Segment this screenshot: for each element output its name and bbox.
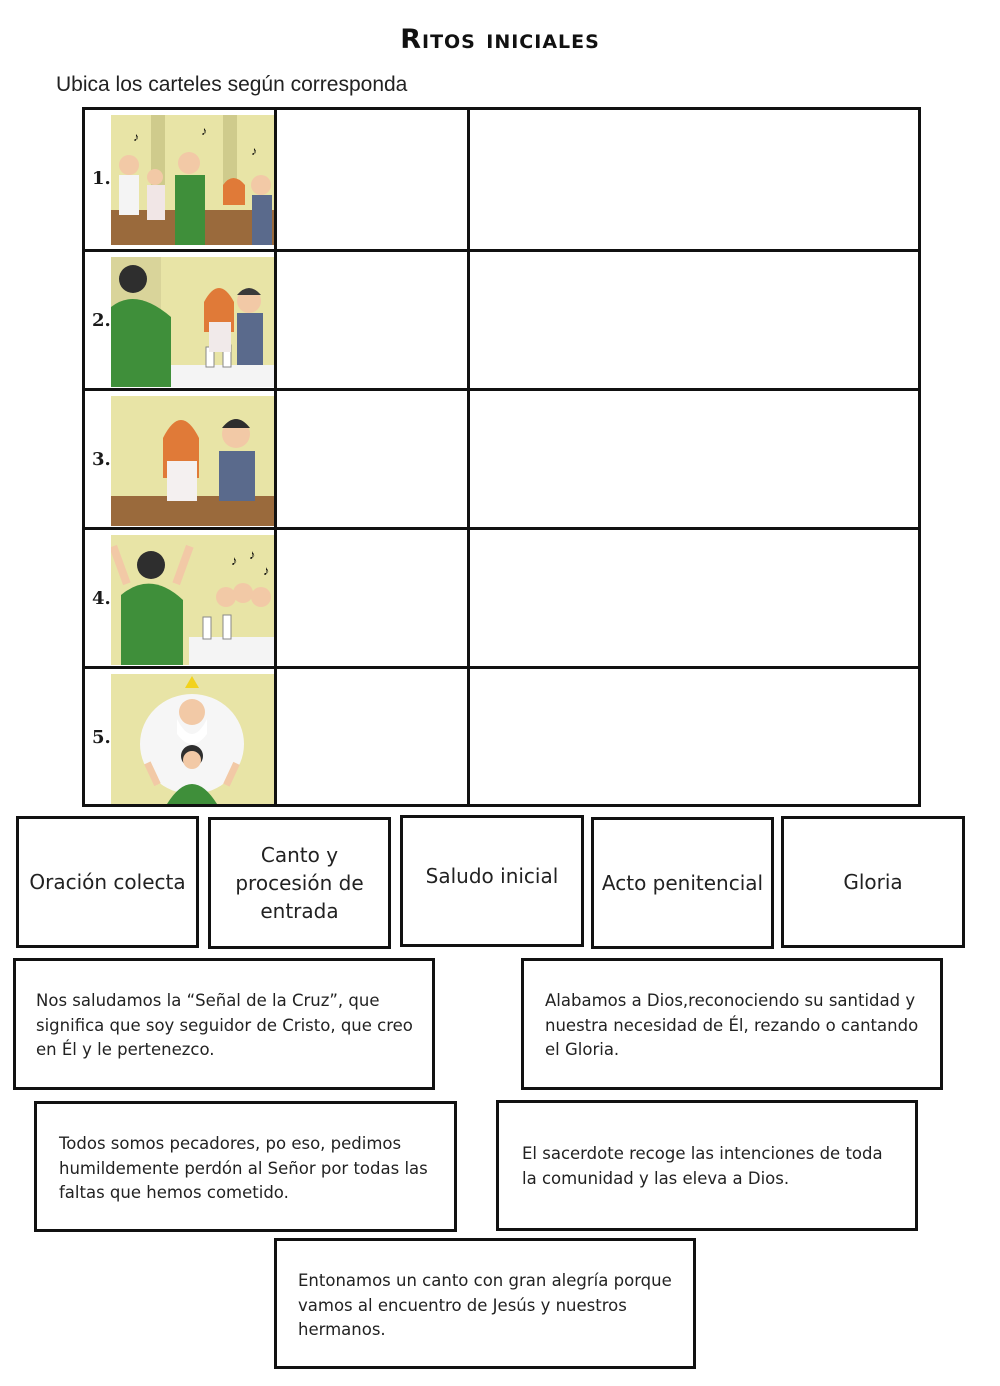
- label-card-gloria[interactable]: Gloria: [781, 816, 965, 948]
- svg-text:♪: ♪: [201, 124, 207, 138]
- label-card-acto-penitencial[interactable]: Acto penitencial: [591, 817, 774, 949]
- matching-table: [82, 107, 921, 807]
- row-number: 4.: [92, 588, 111, 609]
- row-number: 1.: [92, 168, 111, 189]
- table-row: [85, 666, 918, 805]
- table-row: [85, 110, 918, 249]
- label-card-oracion-colecta[interactable]: Oración colecta: [16, 816, 199, 948]
- row-number: 5.: [92, 727, 111, 748]
- svg-text:♪: ♪: [263, 563, 270, 578]
- sign-of-the-cross-illustration-icon: [111, 257, 274, 387]
- description-drop-zone[interactable]: [470, 669, 918, 805]
- table-row: [85, 527, 918, 666]
- table-row: [85, 388, 918, 527]
- entrance-procession-illustration-icon: [111, 115, 274, 245]
- svg-text:♪: ♪: [231, 553, 238, 568]
- description-card-penitencial[interactable]: Todos somos pecadores, po eso, pedimos humildemente perdón al Señor por todas las faltas que hemos cometido.: [34, 1101, 457, 1232]
- svg-text:♪: ♪: [251, 144, 257, 158]
- penitential-act-illustration-icon: [111, 396, 274, 526]
- table-row: [85, 249, 918, 388]
- label-drop-zone[interactable]: [277, 669, 467, 805]
- row-number: 2.: [92, 310, 111, 331]
- label-drop-zone[interactable]: [277, 110, 467, 246]
- label-card-canto-procesion[interactable]: Canto y procesión de entrada: [208, 817, 391, 949]
- page-title: Ritos iniciales: [400, 24, 600, 55]
- row-number: 3.: [92, 449, 111, 470]
- description-drop-zone[interactable]: [470, 110, 918, 246]
- svg-text:♪: ♪: [133, 130, 139, 144]
- label-card-saludo-inicial[interactable]: Saludo inicial: [400, 815, 584, 947]
- description-card-canto[interactable]: Entonamos un canto con gran alegría porque vamos al encuentro de Jesús y nuestros hermanos.: [274, 1238, 696, 1369]
- label-drop-zone[interactable]: [277, 252, 467, 388]
- description-card-colecta[interactable]: El sacerdote recoge las intenciones de toda la comunidad y las eleva a Dios.: [496, 1100, 918, 1231]
- description-drop-zone[interactable]: [470, 391, 918, 527]
- gloria-singing-illustration-icon: [111, 535, 274, 665]
- description-card-gloria[interactable]: Alabamos a Dios,reconociendo su santidad y nuestra necesidad de Él, rezando o cantando el Gloria.: [521, 958, 943, 1090]
- description-drop-zone[interactable]: [470, 252, 918, 388]
- svg-text:♪: ♪: [249, 547, 256, 562]
- collect-prayer-illustration-icon: [111, 674, 274, 804]
- instruction-text: Ubica los carteles según corresponda: [56, 73, 408, 96]
- label-drop-zone[interactable]: [277, 391, 467, 527]
- description-card-saludo[interactable]: Nos saludamos la “Señal de la Cruz”, que significa que soy seguidor de Cristo, que creo en Él y le pertenezco.: [13, 958, 435, 1090]
- label-drop-zone[interactable]: [277, 530, 467, 666]
- description-drop-zone[interactable]: [470, 530, 918, 666]
